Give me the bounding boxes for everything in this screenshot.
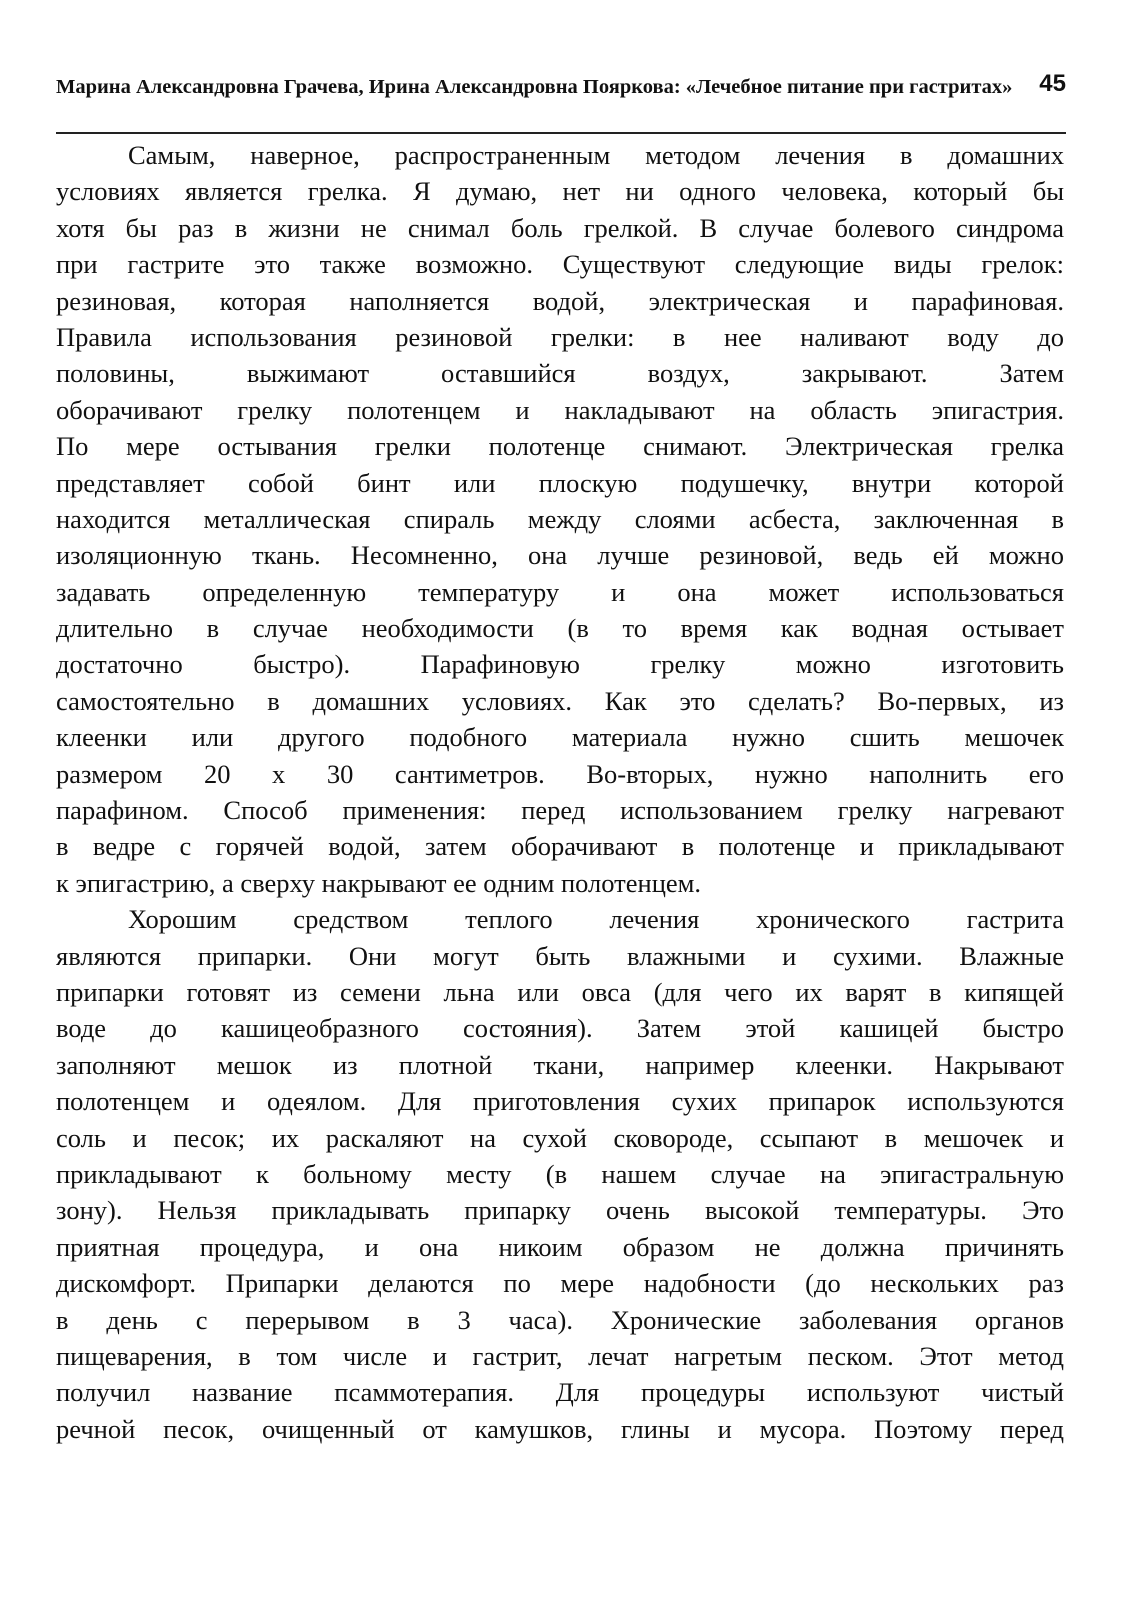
page-number: 45: [1039, 70, 1066, 97]
text-line: прикладывают к больному месту (в нашем случае на эпигастральную: [56, 1158, 1064, 1189]
text-line: к эпигастрию, а сверху накрывают ее одним полотенцем.: [56, 867, 702, 898]
text-line: полотенцем и одеялом. Для приготовления сухих припарок используются: [56, 1086, 1064, 1117]
text-line: задавать определенную температуру и она может использоваться: [56, 576, 1064, 607]
text-line: являются припарки. Они могут быть влажными и сухими. Влажные: [56, 940, 1064, 971]
text-line: половины, выжимают оставшийся воздух, закрывают. Затем: [56, 358, 1064, 389]
text-line: Самым, наверное, распространенным методом лечения в домашних: [128, 140, 1064, 170]
text-line: приятная процедура, и она никоим образом не должна причинять: [56, 1231, 1064, 1262]
text-line: припарки готовят из семени льна или овса (для чего их варят в кипящей: [56, 976, 1064, 1007]
text-line: клеенки или другого подобного материала нужно сшить мешочек: [56, 722, 1064, 753]
paragraph-poultices: [56, 901, 1064, 1447]
text-line: длительно в случае необходимости (в то время как водная остывает: [56, 613, 1064, 644]
text-line: самостоятельно в домашних условиях. Как это сделать? Во-первых, из: [56, 685, 1064, 716]
text-line: По мере остывания грелки полотенце снимают. Электрическая грелка: [56, 431, 1064, 462]
text-line: Правила использования резиновой грелки: в нее наливают воду до: [56, 321, 1064, 352]
text-line: оборачивают грелку полотенцем и накладывают на область эпигастрия.: [56, 394, 1064, 425]
text-line: при гастрите это также возможно. Существуют следующие виды грелок:: [56, 249, 1064, 280]
text-line: пищеварения, в том числе и гастрит, лечат нагретым песком. Этот метод: [56, 1340, 1064, 1371]
text-line: Хорошим средством теплого лечения хронического гастрита: [128, 904, 1064, 935]
text-line: в день с перерывом в 3 часа). Хронические заболевания органов: [56, 1304, 1064, 1335]
text-line: резиновая, которая наполняется водой, электрическая и парафиновая.: [56, 285, 1064, 316]
text-line: размером 20 х 30 сантиметров. Во-вторых, нужно наполнить его: [56, 758, 1064, 789]
text-line: хотя бы раз в жизни не снимал боль грелкой. В случае болевого синдрома: [56, 212, 1064, 243]
text-line: изоляционную ткань. Несомненно, она лучше резиновой, ведь ей можно: [56, 540, 1064, 571]
text-line: речной песок, очищенный от камушков, глины и мусора. Поэтому перед: [56, 1413, 1064, 1444]
text-line: воде до кашицеобразного состояния). Затем этой кашицей быстро: [56, 1013, 1064, 1044]
text-line: парафином. Способ применения: перед использованием грелку нагревают: [56, 795, 1064, 826]
text-line: находится металлическая спираль между слоями асбеста, заключенная в: [56, 503, 1064, 534]
text-line: условиях является грелка. Я думаю, нет ни одного человека, который бы: [56, 176, 1064, 207]
text-line: получил название псаммотерапия. Для процедуры используют чистый: [56, 1377, 1064, 1408]
running-title: Марина Александровна Грачева, Ирина Александровна Пояркова: «Лечебное питание при гастритах»: [56, 76, 1013, 98]
text-line: в ведре с горячей водой, затем оборачивают в полотенце и прикладывают: [56, 831, 1064, 862]
text-line: представляет собой бинт или плоскую подушечку, внутри которой: [56, 467, 1064, 498]
text-line: соль и песок; их раскаляют на сухой сковороде, ссыпают в мешочек и: [56, 1122, 1064, 1153]
text-line: заполняют мешок из плотной ткани, например клеенки. Накрывают: [56, 1049, 1064, 1080]
paragraph-heating-pads: [56, 137, 1064, 901]
text-line: зону). Нельзя прикладывать припарку очень высокой температуры. Это: [56, 1195, 1064, 1226]
text-line: достаточно быстро). Парафиновую грелку можно изготовить: [56, 649, 1064, 680]
running-header: [56, 70, 1066, 134]
text-line: дискомфорт. Припарки делаются по мере надобности (до нескольких раз: [56, 1268, 1064, 1299]
body-text: [56, 137, 1064, 1447]
